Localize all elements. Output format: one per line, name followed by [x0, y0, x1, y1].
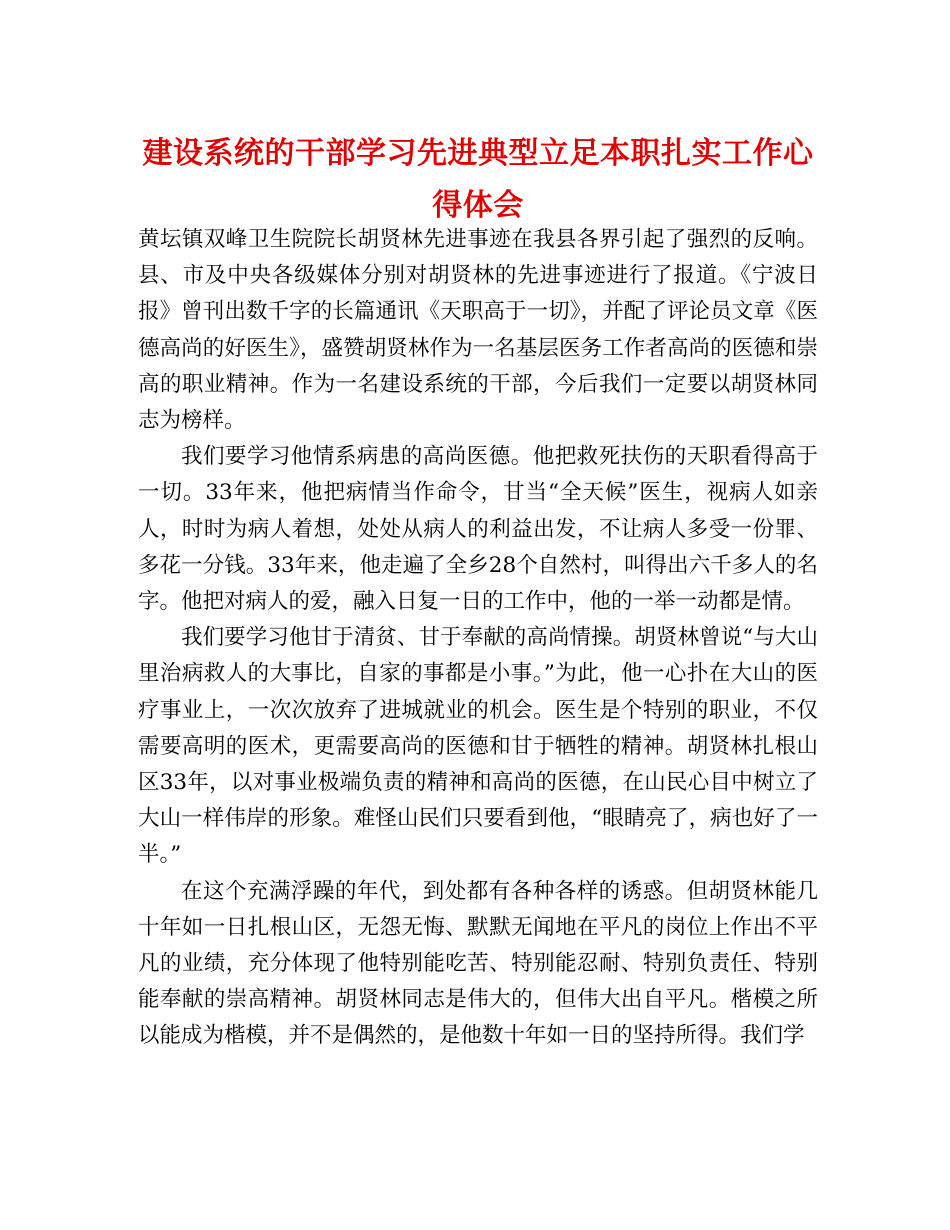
- paragraph: 在这个充满浮躁的年代，到处都有各种各样的诱惑。但胡贤林能几十年如一日扎根山区，无怨无悔、默默无闻地在平凡的岗位上作出不平凡的业绩，充分体现了他特别能吃苦、特别能忍耐、特别负责任、特别能奉献的崇高精神。胡贤林同志是伟大的，但伟大出自平凡。楷模之所以能成为楷模，并不是偶然的，是他数十年如一日的坚持所得。我们学: [138, 878, 818, 1049]
- paragraph: 我们要学习他情系病患的高尚医德。他把救死扶伤的天职看得高于一切。33年来，他把病情当作命令，甘当“全天候”医生，视病人如亲人，时时为病人着想，处处从病人的利益出发，不让病人多受一份罪、多花一分钱。33年来，他走遍了全乡28个自然村，叫得出六千多人的名字。他把对病人的爱，融入日复一日的工作中，他的一举一动都是情。: [138, 444, 818, 615]
- document-title: 建设系统的干部学习先进典型立足本职扎实工作心得体会: [142, 136, 814, 223]
- paragraph: 我们要学习他甘于清贫、甘于奉献的高尚情操。胡贤林曾说“与大山里治病救人的大事比，自家的事都是小事。”为此，他一心扑在大山的医疗事业上，一次次放弃了进城就业的机会。医生是个特别的职业，不仅需要高明的医术，更需要高尚的医德和甘于牺牲的精神。胡贤林扎根山区33年，以对事业极端负责的精神和高尚的医德，在山民心目中树立了大山一样伟岸的形象。难怪山民们只要看到他，“眼睛亮了，病也好了一半。”: [138, 625, 818, 868]
- document-body: [138, 222, 818, 1055]
- paragraph: 黄坛镇双峰卫生院院长胡贤林先进事迹在我县各界引起了强烈的反响。县、市及中央各级媒体分别对胡贤林的先进事迹进行了报道。《宁波日报》曾刊出数千字的长篇通讯《天职高于一切》，并配了评论员文章《医德高尚的好医生》，盛赞胡贤林作为一名基层医务工作者高尚的医德和崇高的职业精神。作为一名建设系统的干部，今后我们一定要以胡贤林同志为榜样。: [138, 227, 818, 434]
